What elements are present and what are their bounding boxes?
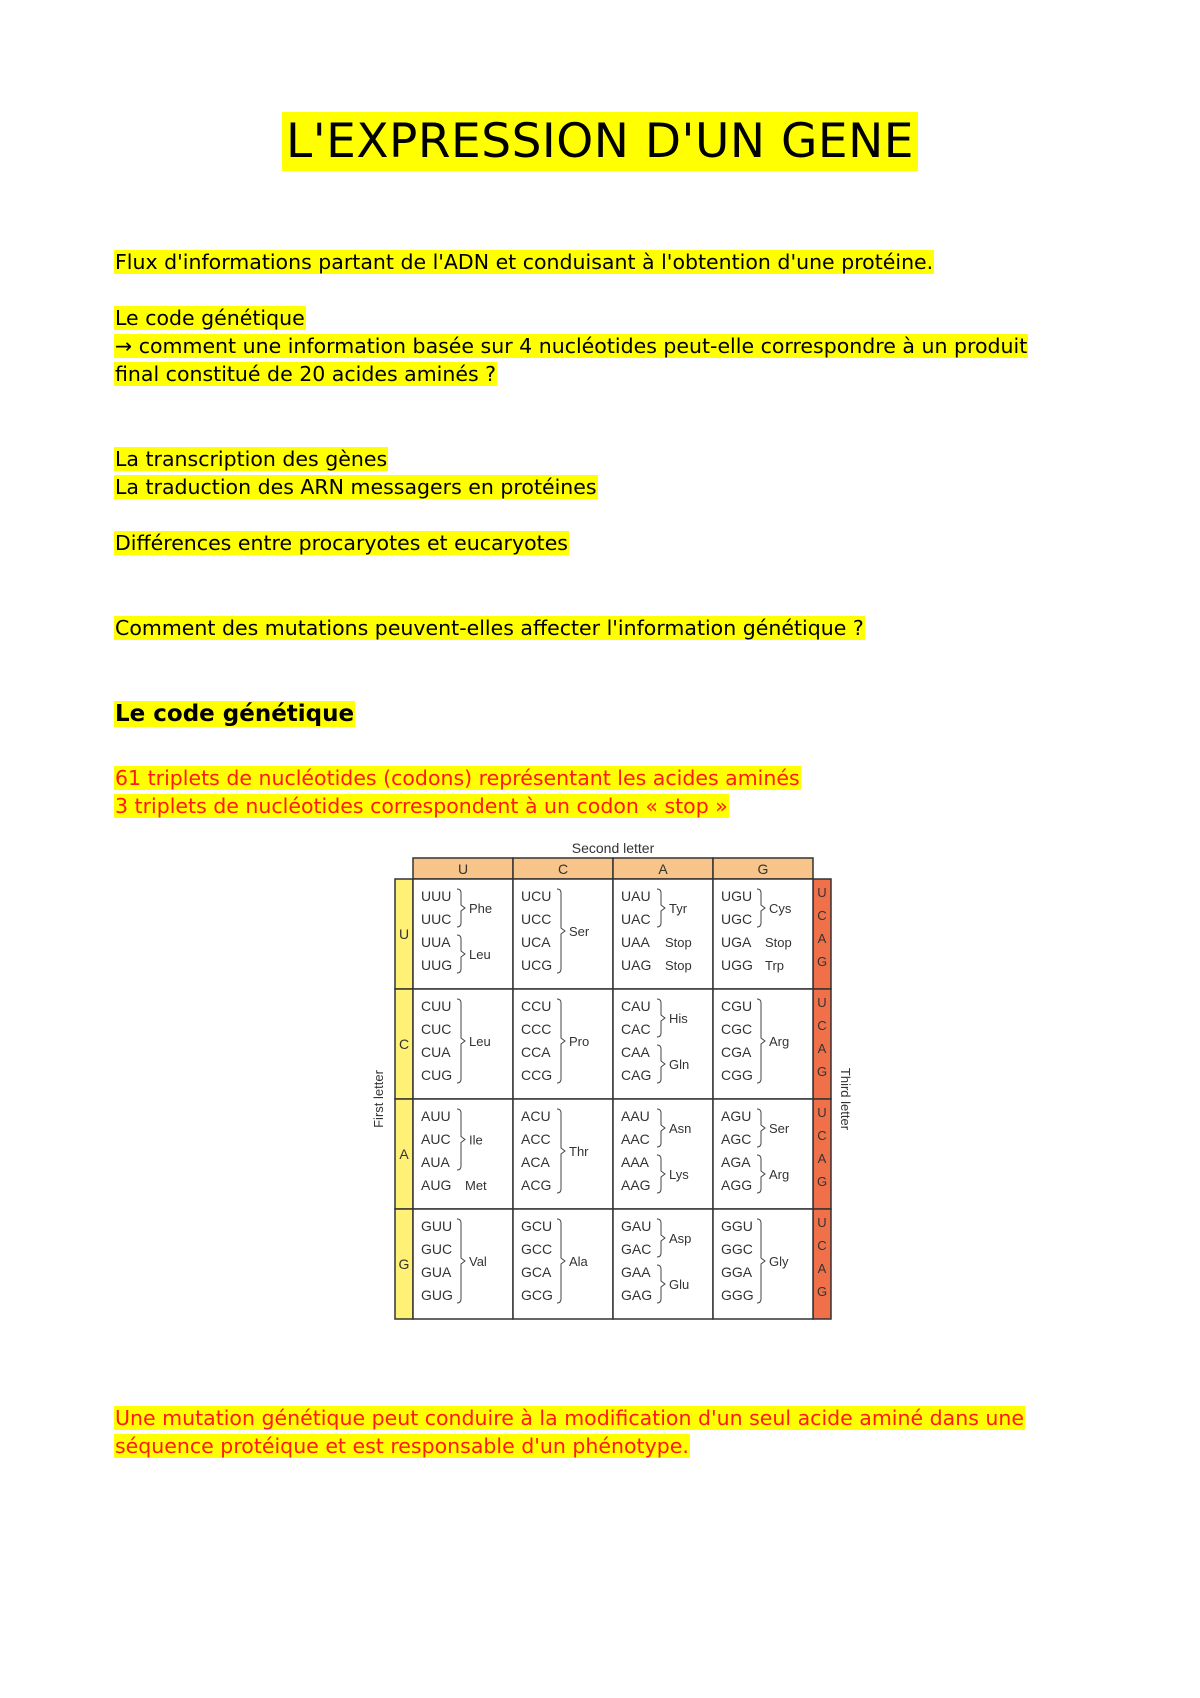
title-text: L'EXPRESSION D'UN GENE xyxy=(282,112,918,171)
amino-acid-label: Leu xyxy=(469,1034,491,1049)
amino-acid-label: Phe xyxy=(469,901,493,916)
codon-label: UGA xyxy=(721,934,752,950)
codon-label: AGA xyxy=(721,1154,751,1170)
second-letter-label: Second letter xyxy=(571,840,655,856)
section-line-1-text: 61 triplets de nucléotides (codons) représentant les acides aminés xyxy=(115,766,800,790)
intro-traduction-text: La traduction des ARN messagers en protéines xyxy=(115,475,597,499)
codon-label: ACA xyxy=(521,1154,550,1170)
codon-label: ACU xyxy=(521,1108,551,1124)
codon-label: GAG xyxy=(621,1287,653,1303)
amino-acid-label: Trp xyxy=(765,958,785,973)
intro-transcription xyxy=(114,445,388,473)
amino-acid-label: Lys xyxy=(669,1167,689,1182)
codon-label: GGA xyxy=(721,1264,753,1280)
codon-label: AGC xyxy=(721,1131,752,1147)
codon-label: AAU xyxy=(621,1108,650,1124)
codon-label: AGU xyxy=(721,1108,752,1124)
second-letter: U xyxy=(457,861,469,877)
codon-table-figure xyxy=(371,840,853,1340)
third-letter: C xyxy=(817,908,827,923)
codon-table xyxy=(371,840,853,1340)
codon-label: UCA xyxy=(521,934,551,950)
intro-code-question-1 xyxy=(114,332,1028,360)
amino-acid-label: Arg xyxy=(769,1167,790,1182)
amino-acid-label: His xyxy=(669,1011,688,1026)
amino-acid-label: Ser xyxy=(769,1121,790,1136)
codon-label: AGG xyxy=(721,1177,753,1193)
third-letter: A xyxy=(817,1041,827,1056)
amino-acid-label: Stop xyxy=(765,935,792,950)
third-letter: C xyxy=(817,1128,827,1143)
section-line-1 xyxy=(114,764,801,792)
amino-acid-label: Asp xyxy=(669,1231,692,1246)
section-line-2-text: 3 triplets de nucléotides correspondent à un codon « stop » xyxy=(115,794,728,818)
codon-label: GUA xyxy=(421,1264,452,1280)
conclusion-line-1 xyxy=(114,1404,1025,1432)
codon-label: AAA xyxy=(621,1154,650,1170)
codon-label: CAA xyxy=(621,1044,650,1060)
intro-mutations-question xyxy=(114,614,865,642)
section-heading xyxy=(114,700,355,728)
intro-flux-text: Flux d'informations partant de l'ADN et conduisant à l'obtention d'une protéine. xyxy=(115,250,934,274)
codon-label: UUA xyxy=(421,934,451,950)
third-letter: U xyxy=(817,885,827,900)
third-letter: G xyxy=(816,1174,828,1189)
codon-label: GGC xyxy=(721,1241,753,1257)
codon-label: AUA xyxy=(421,1154,450,1170)
conclusion-line-2-text: séquence protéique et est responsable d'un phénotype. xyxy=(115,1434,689,1458)
codon-label: CCU xyxy=(521,998,552,1014)
codon-label: UCG xyxy=(521,957,553,973)
amino-acid-label: Arg xyxy=(769,1034,790,1049)
amino-acid-label: Met xyxy=(465,1178,487,1193)
third-letter: C xyxy=(817,1018,827,1033)
codon-label: CUA xyxy=(421,1044,451,1060)
third-letter: G xyxy=(816,1284,828,1299)
codon-label: GGG xyxy=(721,1287,754,1303)
codon-label: CAG xyxy=(621,1067,652,1083)
first-letter-label: First letter xyxy=(371,1070,386,1128)
amino-acid-label: Val xyxy=(469,1254,487,1269)
third-letter: U xyxy=(817,995,827,1010)
amino-acid-label: Gln xyxy=(669,1057,690,1072)
intro-code-title-text: Le code génétique xyxy=(115,306,305,330)
codon-label: UAU xyxy=(621,888,651,904)
codon-label: ACG xyxy=(521,1177,552,1193)
amino-acid-label: Asn xyxy=(669,1121,692,1136)
codon-label: GUG xyxy=(421,1287,453,1303)
codon-label: UGU xyxy=(721,888,753,904)
codon-label: UAA xyxy=(621,934,650,950)
codon-label: CGA xyxy=(721,1044,752,1060)
section-line-2 xyxy=(114,792,729,820)
codon-label: AAG xyxy=(621,1177,651,1193)
amino-acid-label: Gly xyxy=(769,1254,789,1269)
codon-label: UCU xyxy=(521,888,552,904)
codon-label: AUG xyxy=(421,1177,452,1193)
intro-differences xyxy=(114,529,569,557)
codon-label: GAC xyxy=(621,1241,652,1257)
amino-acid-label: Thr xyxy=(569,1144,589,1159)
codon-label: UGC xyxy=(721,911,753,927)
first-letter: U xyxy=(398,926,410,942)
codon-label: CAC xyxy=(621,1021,651,1037)
amino-acid-label: Ile xyxy=(469,1132,483,1148)
codon-label: GCC xyxy=(521,1241,553,1257)
codon-label: AAC xyxy=(621,1131,650,1147)
codon-label: CCC xyxy=(521,1021,552,1037)
third-letter: A xyxy=(817,1261,827,1276)
conclusion-line-2 xyxy=(114,1432,690,1460)
section-heading-text: Le code génétique xyxy=(115,701,355,727)
second-letter: C xyxy=(557,861,569,877)
first-letter: G xyxy=(398,1256,410,1272)
codon-label: AUC xyxy=(421,1131,451,1147)
codon-label: CGC xyxy=(721,1021,753,1037)
codon-label: UAG xyxy=(621,957,652,973)
conclusion-line-1-text: Une mutation génétique peut conduire à la modification d'un seul acide aminé dans une xyxy=(115,1406,1024,1430)
codon-label: UUC xyxy=(421,911,452,927)
amino-acid-label: Tyr xyxy=(669,901,688,916)
third-letter: G xyxy=(816,954,828,969)
codon-label: GCU xyxy=(521,1218,553,1234)
codon-label: AUU xyxy=(421,1108,451,1124)
amino-acid-label: Glu xyxy=(669,1277,690,1292)
amino-acid-label: Pro xyxy=(569,1034,590,1049)
third-letter: U xyxy=(817,1105,827,1120)
intro-code-question-2 xyxy=(114,360,497,388)
third-letter: A xyxy=(817,1151,827,1166)
amino-acid-label: Ser xyxy=(569,924,590,939)
intro-mutations-question-text: Comment des mutations peuvent-elles affecter l'information génétique ? xyxy=(115,616,864,640)
codon-label: CUU xyxy=(421,998,452,1014)
third-letter: G xyxy=(816,1064,828,1079)
amino-acid-label: Leu xyxy=(469,947,491,962)
second-letter: G xyxy=(757,861,769,877)
intro-code-title xyxy=(114,304,306,332)
codon-label: ACC xyxy=(521,1131,551,1147)
amino-acid-label: Ala xyxy=(569,1254,588,1269)
intro-transcription-text: La transcription des gènes xyxy=(115,447,388,471)
codon-label: UGG xyxy=(721,957,753,973)
intro-flux xyxy=(114,248,934,276)
codon-label: GCA xyxy=(521,1264,552,1280)
amino-acid-label: Stop xyxy=(665,935,692,950)
third-letter: A xyxy=(817,931,827,946)
first-letter: C xyxy=(398,1036,410,1052)
amino-acid-label: Cys xyxy=(769,901,792,916)
codon-label: CCG xyxy=(521,1067,553,1083)
codon-label: UUG xyxy=(421,957,453,973)
codon-label: CGG xyxy=(721,1067,753,1083)
codon-label: GAU xyxy=(621,1218,652,1234)
third-letter: U xyxy=(817,1215,827,1230)
amino-acid-label: Stop xyxy=(665,958,692,973)
codon-label: GUC xyxy=(421,1241,453,1257)
codon-label: CAU xyxy=(621,998,651,1014)
first-letter: A xyxy=(399,1146,409,1162)
intro-differences-text: Différences entre procaryotes et eucaryotes xyxy=(115,531,568,555)
codon-label: GAA xyxy=(621,1264,651,1280)
codon-label: GCG xyxy=(521,1287,553,1303)
codon-label: GGU xyxy=(721,1218,753,1234)
intro-code-question-1-text: → comment une information basée sur 4 nucléotides peut-elle correspondre à un produit xyxy=(115,334,1028,358)
third-letter-label: Third letter xyxy=(838,1067,853,1131)
codon-label: CGU xyxy=(721,998,753,1014)
codon-label: UUU xyxy=(421,888,452,904)
third-letter: C xyxy=(817,1238,827,1253)
codon-label: CUC xyxy=(421,1021,452,1037)
intro-code-question-2-text: final constitué de 20 acides aminés ? xyxy=(115,362,497,386)
page-title xyxy=(0,114,1200,169)
intro-traduction xyxy=(114,473,598,501)
codon-label: CCA xyxy=(521,1044,551,1060)
codon-label: UCC xyxy=(521,911,552,927)
codon-label: UAC xyxy=(621,911,651,927)
second-letter: A xyxy=(658,861,668,877)
codon-label: CUG xyxy=(421,1067,453,1083)
codon-label: GUU xyxy=(421,1218,453,1234)
